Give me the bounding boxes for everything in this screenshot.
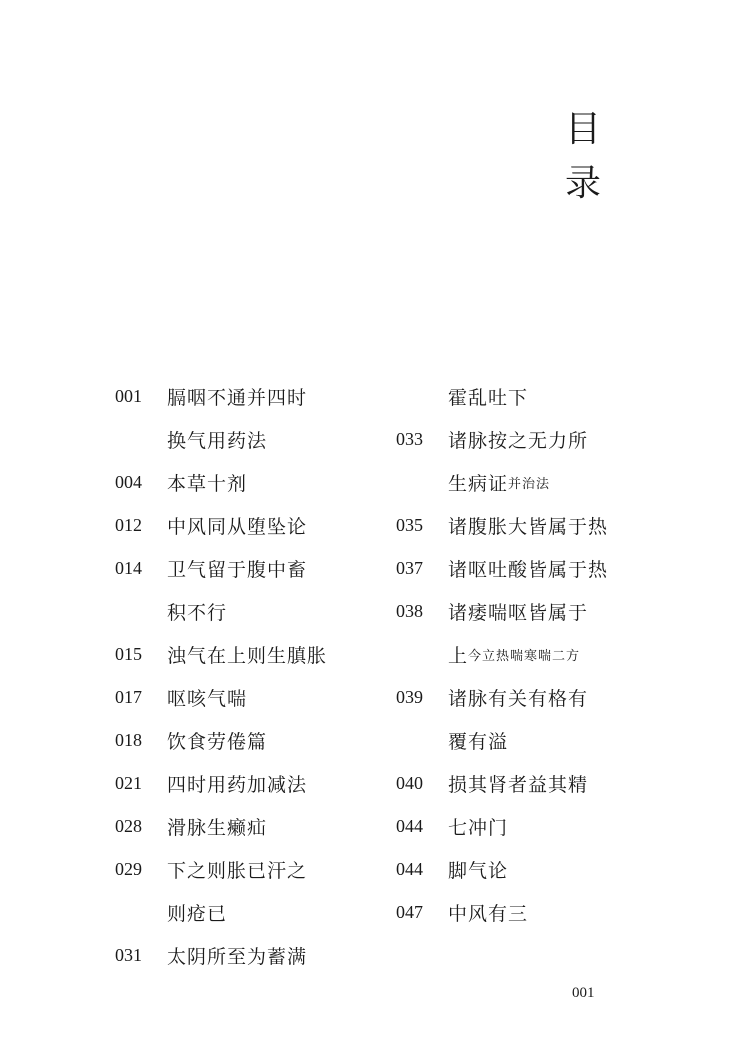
toc-entry-continuation[interactable] xyxy=(115,418,360,461)
toc-entry[interactable] xyxy=(396,418,636,461)
toc-page-number: 039 xyxy=(396,687,423,707)
toc-entry-title: 中风同从堕坠论 xyxy=(167,516,308,538)
toc-page-number: 021 xyxy=(115,773,142,793)
toc-page-number: 037 xyxy=(396,558,423,578)
toc-entry-title: 诸脉按之无力所 xyxy=(448,430,589,452)
toc-page-number: 028 xyxy=(115,816,142,836)
toc-entry-continuation[interactable] xyxy=(396,633,636,676)
toc-entry-title: 本草十剂 xyxy=(167,473,248,495)
toc-entry[interactable] xyxy=(115,762,360,805)
toc-entry[interactable] xyxy=(396,676,636,719)
toc-entry[interactable] xyxy=(115,719,360,762)
toc-entry[interactable] xyxy=(396,848,636,891)
toc-page-number: 001 xyxy=(115,386,142,406)
toc-entry-title-cont: 生病证 xyxy=(448,473,509,495)
toc-page-number: 047 xyxy=(396,902,423,922)
toc-page-number: 012 xyxy=(115,515,142,535)
toc-entry-title-cont: 积不行 xyxy=(167,602,228,624)
toc-entry-continuation[interactable] xyxy=(396,461,636,504)
toc-page-number: 018 xyxy=(115,730,142,750)
toc-page-number: 044 xyxy=(396,859,423,879)
toc-entry-note: 今立热喘寒喘二方 xyxy=(468,649,581,664)
toc-entry[interactable] xyxy=(396,547,636,590)
toc-entry-title: 七冲门 xyxy=(448,817,509,839)
toc-entry[interactable] xyxy=(115,461,360,504)
toc-entry[interactable] xyxy=(115,934,360,977)
toc-entry-title-cont: 换气用药法 xyxy=(167,430,268,452)
toc-page-number: 044 xyxy=(396,816,423,836)
page-title xyxy=(563,103,603,211)
toc-entry-continuation[interactable] xyxy=(396,719,636,762)
toc-page-number: 015 xyxy=(115,644,142,664)
toc-entry-title: 饮食劳倦篇 xyxy=(167,731,268,753)
toc-entry-title: 太阴所至为蓄满 xyxy=(167,946,308,968)
toc-page-number: 035 xyxy=(396,515,423,535)
toc-page-number: 040 xyxy=(396,773,423,793)
toc-entry-continuation[interactable] xyxy=(115,590,360,633)
toc-entry[interactable] xyxy=(396,590,636,633)
toc-entry[interactable] xyxy=(396,504,636,547)
toc-entry-title: 呕咳气喘 xyxy=(167,688,248,710)
toc-entry[interactable] xyxy=(115,805,360,848)
toc-entry[interactable] xyxy=(115,848,360,891)
toc-entry[interactable] xyxy=(115,676,360,719)
toc-right-column xyxy=(396,375,636,934)
toc-entry-title: 卫气留于腹中畜 xyxy=(167,559,308,581)
toc-entry-title: 诸呕吐酸皆属于热 xyxy=(448,559,609,581)
toc-page-number: 031 xyxy=(115,945,142,965)
toc-entry[interactable] xyxy=(396,805,636,848)
toc-entry-title: 脚气论 xyxy=(448,860,509,882)
toc-entry-title: 浊气在上则生䐜胀 xyxy=(167,645,328,667)
toc-entry-title-cont: 覆有溢 xyxy=(448,731,509,753)
toc-entry[interactable] xyxy=(396,891,636,934)
toc-page-number: 004 xyxy=(115,472,142,492)
toc-entry[interactable] xyxy=(115,547,360,590)
toc-entry[interactable] xyxy=(115,504,360,547)
toc-entry-title: 四时用药加减法 xyxy=(167,774,308,796)
toc-page-number: 033 xyxy=(396,429,423,449)
toc-entry-title: 诸脉有关有格有 xyxy=(448,688,589,710)
toc-entry[interactable] xyxy=(115,375,360,418)
toc-entry-title: 诸痿喘呕皆属于 xyxy=(448,602,589,624)
toc-entry-title-cont: 霍乱吐下 xyxy=(448,387,529,409)
toc-left-column xyxy=(115,375,360,977)
toc-entry-title: 膈咽不通并四时 xyxy=(167,387,308,409)
toc-entry-continuation[interactable] xyxy=(115,891,360,934)
toc-entry-title: 诸腹胀大皆属于热 xyxy=(448,516,609,538)
title-char-1: 目 xyxy=(564,109,601,150)
toc-entry-title-cont: 则疮已 xyxy=(167,903,228,925)
toc-page-number: 029 xyxy=(115,859,142,879)
title-char-2: 录 xyxy=(564,163,601,204)
toc-entry[interactable] xyxy=(396,762,636,805)
toc-entry-title: 滑脉生癞疝 xyxy=(167,817,268,839)
toc-entry-title: 损其肾者益其精 xyxy=(448,774,589,796)
toc-page-number: 038 xyxy=(396,601,423,621)
toc-entry-note: 并治法 xyxy=(508,477,551,492)
toc-entry-continuation[interactable] xyxy=(396,375,636,418)
toc-entry-title: 中风有三 xyxy=(448,903,529,925)
toc-page-number: 017 xyxy=(115,687,142,707)
page-number: 001 xyxy=(572,985,595,1001)
toc-entry-title: 下之则胀已汗之 xyxy=(167,860,308,882)
toc-page-number: 014 xyxy=(115,558,142,578)
toc-entry[interactable] xyxy=(115,633,360,676)
toc-entry-title-cont: 上 xyxy=(448,645,469,667)
